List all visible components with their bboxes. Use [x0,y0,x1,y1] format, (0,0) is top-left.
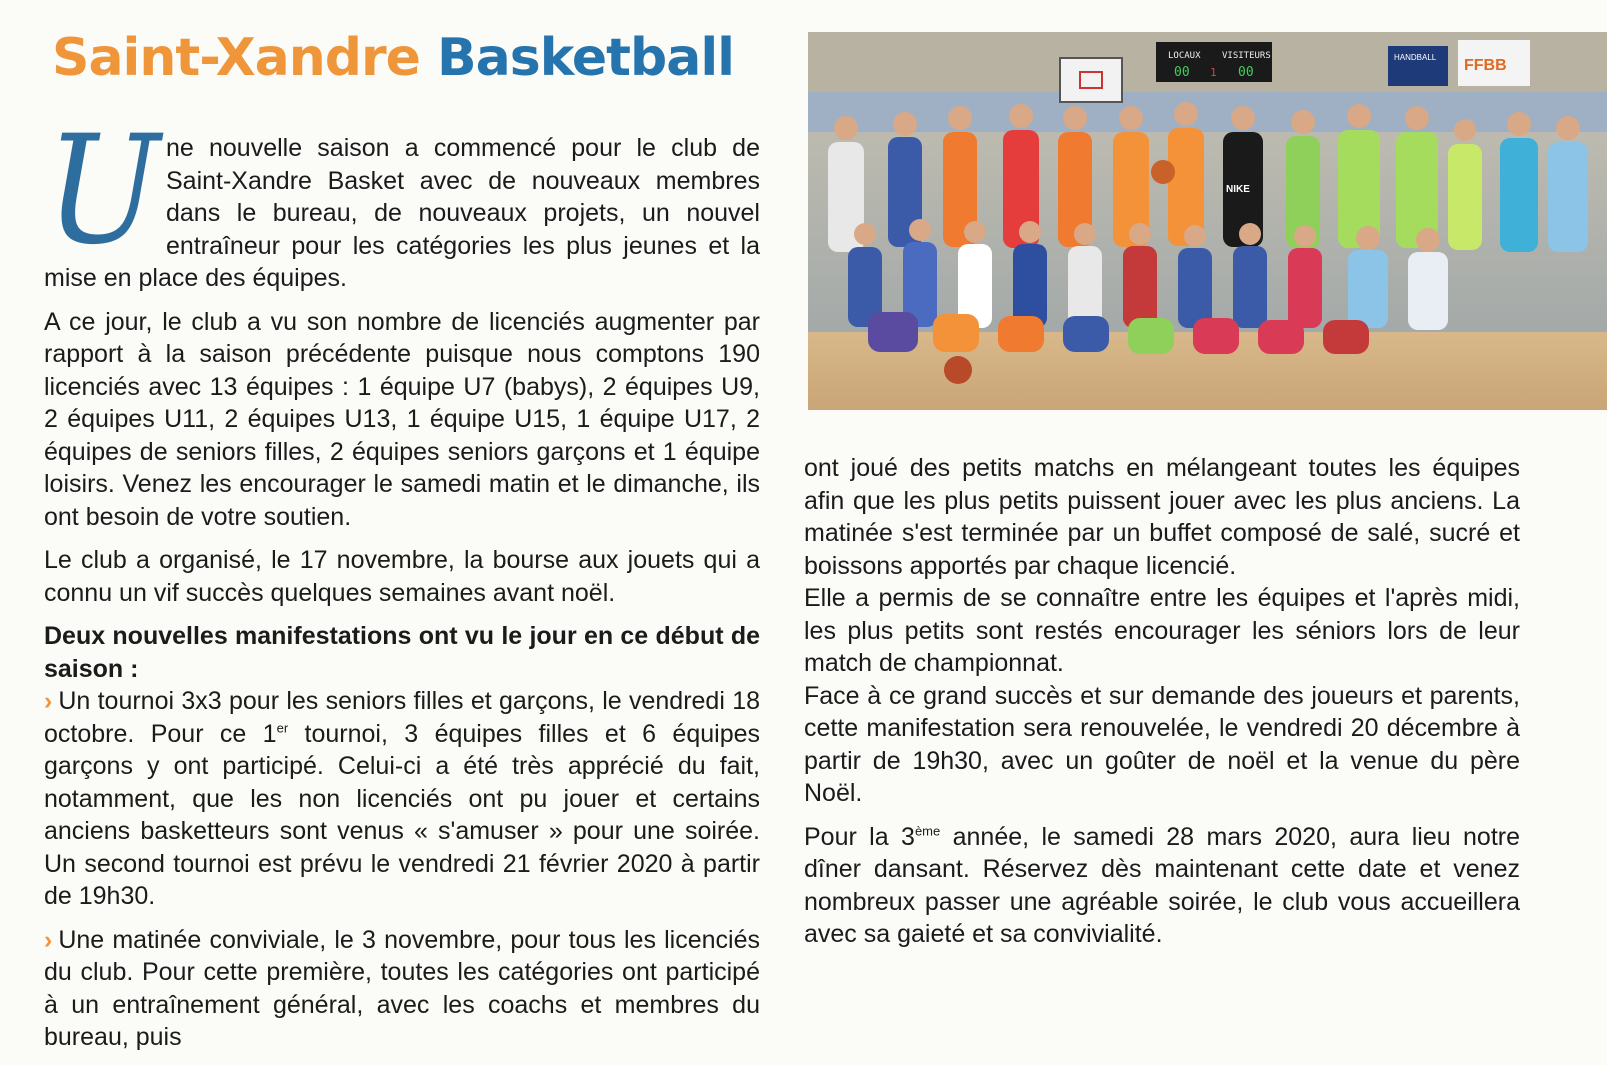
scoreboard-away-label: VISITEURS [1222,51,1271,61]
bullet-matinee [44,924,760,1054]
bullet-tournament [44,685,760,913]
intro-text: ne nouvelle saison a commencé pour le club de Saint-Xandre Basket avec de nouveaux membres dans le bureau, de nouveaux projets, un nouvel entraîneur pour les catégories les plus jeunes et la mise en place des équipes. [44,134,760,292]
drop-cap: U [46,104,160,278]
team-photo-illustration [808,32,1607,410]
renewal-paragraph: Face à ce grand succès et sur demande des joueurs et parents, cette manifestation sera renouvelée, le vendredi 20 décembre à partir de 19h30, avec un goûter de noël et la venue du père Noël. [804,681,1520,807]
handball-banner-text: HANDBALL [1394,53,1437,62]
intro-paragraph [44,104,760,295]
bullet-tournament-text-b: tournoi, 3 équipes filles et 6 équipes garçons y ont participé. Celui-ci a été très apprécié du fait, notamment, que les non licenciés ont pu jouer et certains anciens basketteurs sont venus « s'amuser » pour une soirée. Un second tournoi est prévu le vendredi 21 février 2020 à partir de 19h30. [44,719,760,910]
bullet-matinee-text: Une matinée conviviale, le 3 novembre, pour tous les licenciés du club. Pour cette première, toutes les catégories ont participé à un entraînement général, avec les coachs et membres du bureau, puis [44,925,760,1051]
events-heading: Deux nouvelles manifestations ont vu le jour en ce début de saison : [44,622,760,683]
matinee-continued-paragraph: ont joué des petits matchs en mélangeant toutes les équipes afin que les plus petits puissent jouer avec les plus anciens. La matinée s'est terminée par un buffet composé de salé, sucré et boissons apportés par chaque licencié. [804,454,1520,580]
ffbb-banner-text: FFBB [1464,57,1507,74]
right-column [804,452,1520,962]
scoreboard-away-score: 00 [1238,65,1254,80]
licences-paragraph: A ce jour, le club a vu son nombre de licenciés augmenter par rapport à la saison précédente puisque nous comptons 190 licenciés avec 13 équipes : 1 équipe U7 (babys), 2 équipes U9, 2 équipes U11, 2 équipes U13, 1 équipe U15, 1 équipe U17, 2 équipes de seniors filles, 2 équipes seniors garçons et 1 équipe loisirs. Venez les encourager le samedi matin et le dimanche, ils ont besoin de votre soutien. [44,307,760,531]
bullet-arrow-icon: › [44,687,53,715]
scoreboard-home-label: LOCAUX [1168,51,1201,61]
team-photo [808,32,1607,410]
afternoon-paragraph: Elle a permis de se connaître entre les équipes et l'après midi, les plus petits sont restés encourager les séniors lors de leur match de championnat. [804,584,1520,677]
dinner-text-a: Pour la 3 [804,822,915,851]
title-part-saint-xandre: Saint-Xandre [52,28,420,88]
scoreboard-home-score: 00 [1174,65,1190,80]
dinner-sup: ème [914,823,941,839]
article-title [52,28,734,88]
dinner-text-b: année, le samedi 28 mars 2020, aura lieu notre dîner dansant. Réservez dès maintenant cette date et venez nombreux passer une agréable soirée, le club vous accueillera avec sa gaieté et sa convivialité. [804,822,1521,948]
title-part-basketball: Basketball [437,28,734,88]
bullet-tournament-sup: er [276,720,289,736]
toy-fair-paragraph: Le club a organisé, le 17 novembre, la bourse aux jouets qui a connu un vif succès quelques semaines avant noël. [44,546,760,607]
left-column [44,104,760,1065]
dinner-paragraph [804,821,1520,951]
bullet-arrow-icon: › [44,925,53,954]
shirt-brand-text: NIKE [1226,184,1250,195]
scoreboard-period: 1 [1210,66,1217,79]
bullet-tournament-text-a: Un tournoi 3x3 pour les seniors filles et garçons, le vendredi 18 octobre. Pour ce 1 [44,687,760,748]
